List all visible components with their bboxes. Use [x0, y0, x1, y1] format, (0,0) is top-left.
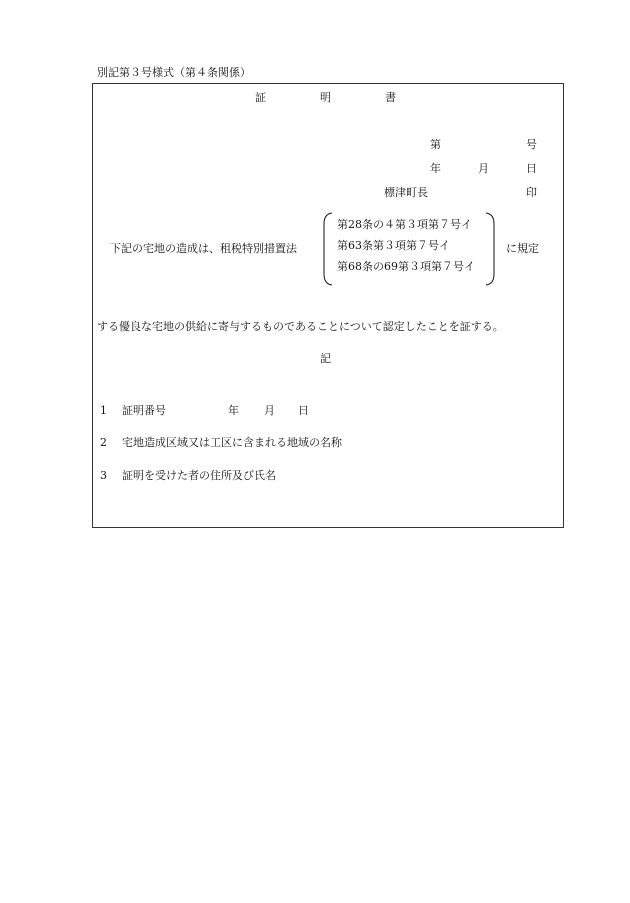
- body-continuation: する優良な宅地の供給に寄与するものであることについて認定したことを証する。: [97, 320, 504, 333]
- ki-heading: 記: [320, 352, 331, 365]
- body-lead: 下記の宅地の造成は、租税特別措置法: [110, 242, 297, 255]
- item-1-label: 証明番号: [122, 404, 166, 417]
- issuer-name: 標津町長: [384, 186, 428, 199]
- provision-2: 第63条第３項第７号イ: [337, 239, 450, 252]
- right-paren: [484, 212, 496, 286]
- body-tail: に規定: [506, 242, 539, 255]
- issuer-seal: 印: [526, 186, 537, 199]
- item-1-month: 月: [264, 404, 275, 417]
- title-char-3: 書: [385, 91, 396, 104]
- date-day: 日: [526, 162, 537, 175]
- item-1-year: 年: [228, 404, 239, 417]
- left-paren: [322, 212, 334, 286]
- number-go: 号: [526, 138, 537, 151]
- certificate-frame: [92, 83, 564, 528]
- title-char-2: 明: [320, 91, 331, 104]
- date-year: 年: [430, 162, 441, 175]
- item-1-number: 1: [100, 404, 107, 417]
- number-dai: 第: [430, 138, 441, 151]
- item-3-number: 3: [100, 469, 107, 482]
- item-3-label: 証明を受けた者の住所及び氏名: [122, 469, 276, 482]
- date-month: 月: [478, 162, 489, 175]
- provision-3: 第68条の69第３項第７号イ: [337, 260, 475, 273]
- provision-1: 第28条の４第３項第７号イ: [337, 218, 472, 231]
- item-2-label: 宅地造成区域又は工区に含まれる地域の名称: [122, 436, 342, 449]
- item-2-number: 2: [100, 436, 107, 449]
- title-char-1: 証: [255, 91, 266, 104]
- form-label: 別記第３号様式（第４条関係）: [97, 66, 251, 79]
- item-1-day: 日: [298, 404, 309, 417]
